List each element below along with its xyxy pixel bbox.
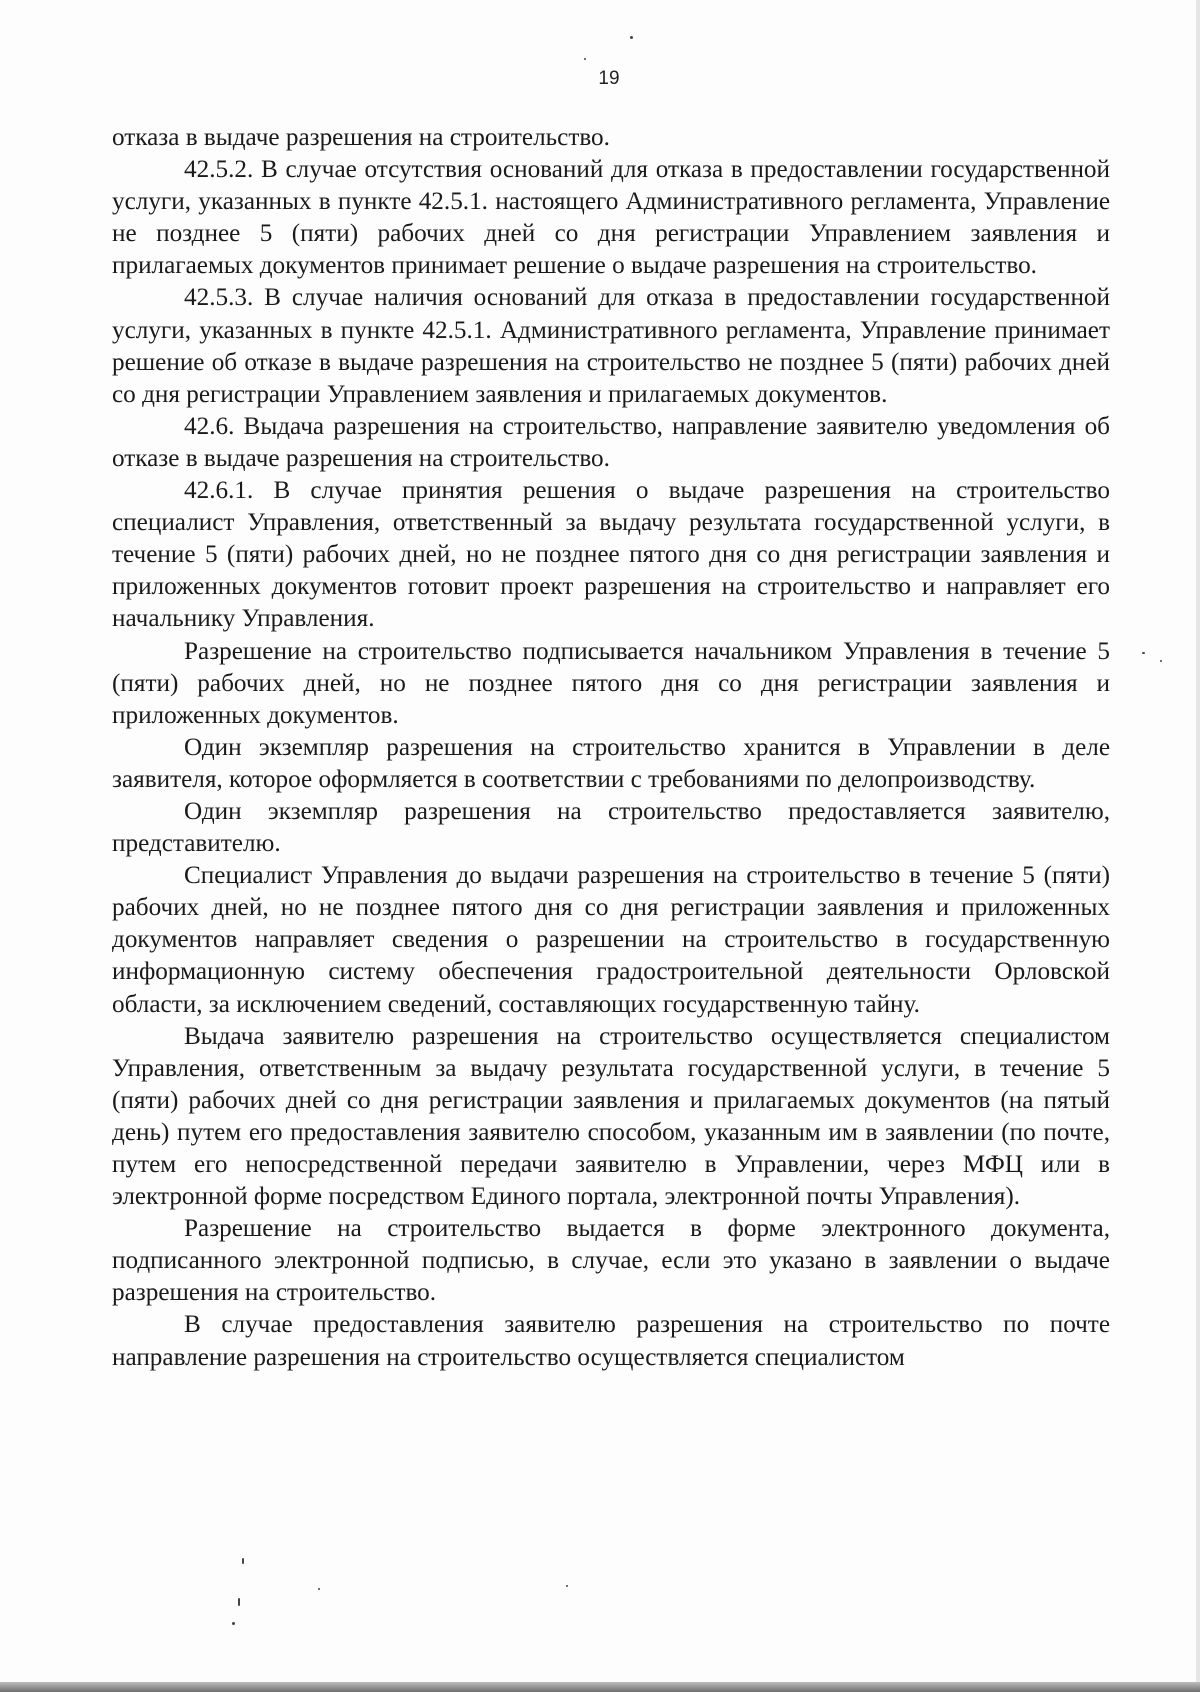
paragraph-42-6: 42.6. Выдача разрешения на строительство, направление заявителю уведомления об отказе в выдаче разрешения на строительство. [112, 412, 1110, 472]
paragraph-42-6-1: 42.6.1. В случае принятия решения о выдаче разрешения на строительство специалист Управления, ответственный за выдачу результата государственной услуги, в течение 5 (пяти) рабочих дней, но не позднее пятого дня со дня регистрации заявления и приложенных документов готовит проект разрешения на строительство и направляет его начальнику Управления. [112, 477, 1110, 633]
paragraph-copy-storage: Один экземпляр разрешения на строительство хранится в Управлении в деле заявителя, которое оформляется в соответствии с требованиями по делопроизводству. [112, 733, 1110, 793]
page-number: 19 [598, 68, 620, 89]
scan-right-edge [1196, 0, 1200, 1692]
paragraph-42-5-3: 42.5.3. В случае наличия оснований для отказа в предоставлении государственной услуги, указанных в пункте 42.5.1. Административного регламента, Управление принимает решение об отказе в выдаче разрешения на строительство не позднее 5 (пяти) рабочих дней со дня регистрации Управлением заявления и прилагаемых документов. [112, 284, 1110, 408]
scan-speck [630, 36, 633, 39]
paragraph-42-5-2: 42.5.2. В случае отсутствия оснований для отказа в предоставлении государственной услуги, указанных в пункте 42.5.1. настоящего Административного регламента, Управление не позднее 5 (пяти) рабочих дней со дня регистрации Управлением заявления и прилагаемых документов принимает решение о выдаче разрешения на строительство. [112, 156, 1110, 280]
scan-speck [232, 1622, 235, 1625]
paragraph-information-system: Специалист Управления до выдачи разрешения на строительство в течение 5 (пяти) рабочих дней, но не позднее пятого дня со дня регистрации заявления и приложенных документов направляет сведения о разрешении на строительство в государственную информационную систему обеспечения градостроительной деятельности Орловской области, за исключением сведений, составляющих государственную тайну. [112, 862, 1110, 1018]
scan-speck [584, 58, 586, 60]
scan-bottom-edge [0, 1682, 1200, 1692]
paragraph-issuance: Выдача заявителю разрешения на строительство осуществляется специалистом Управления, ответственным за выдачу результата государственной услуги, в течение 5 (пяти) рабочих дней со дня регистрации заявления и прилагаемых документов (на пятый день) путем его предоставления заявителю способом, указанным им в заявлении (по почте, путем его непосредственной передачи заявителю в Управлении, через МФЦ или в электронной форме посредством Единого портала, электронной почты Управления). [112, 1022, 1110, 1211]
paragraph-copy-applicant: Один экземпляр разрешения на строительство предоставляется заявителю, представителю. [112, 797, 1110, 858]
scan-speck [318, 1588, 320, 1590]
scan-speck [242, 1558, 244, 1564]
document-body [112, 122, 1110, 1374]
paragraph-continuation: отказа в выдаче разрешения на строительство. [112, 124, 610, 151]
scan-speck [566, 1585, 568, 1587]
paragraph-postal-delivery: В случае предоставления заявителю разрешения на строительство по почте направление разрешения на строительство осуществляется специалистом [112, 1311, 1110, 1371]
scan-speck [238, 1598, 240, 1606]
scan-speck [1142, 652, 1145, 654]
paragraph-signing: Разрешение на строительство подписывается начальником Управления в течение 5 (пяти) рабочих дней, но не позднее пятого дня со дня регистрации заявления и приложенных документов. [112, 637, 1110, 729]
paragraph-electronic-form: Разрешение на строительство выдается в форме электронного документа, подписанного электронной подписью, в случае, если это указано в заявлении о выдаче разрешения на строительство. [112, 1215, 1110, 1307]
scan-speck [1160, 660, 1162, 662]
